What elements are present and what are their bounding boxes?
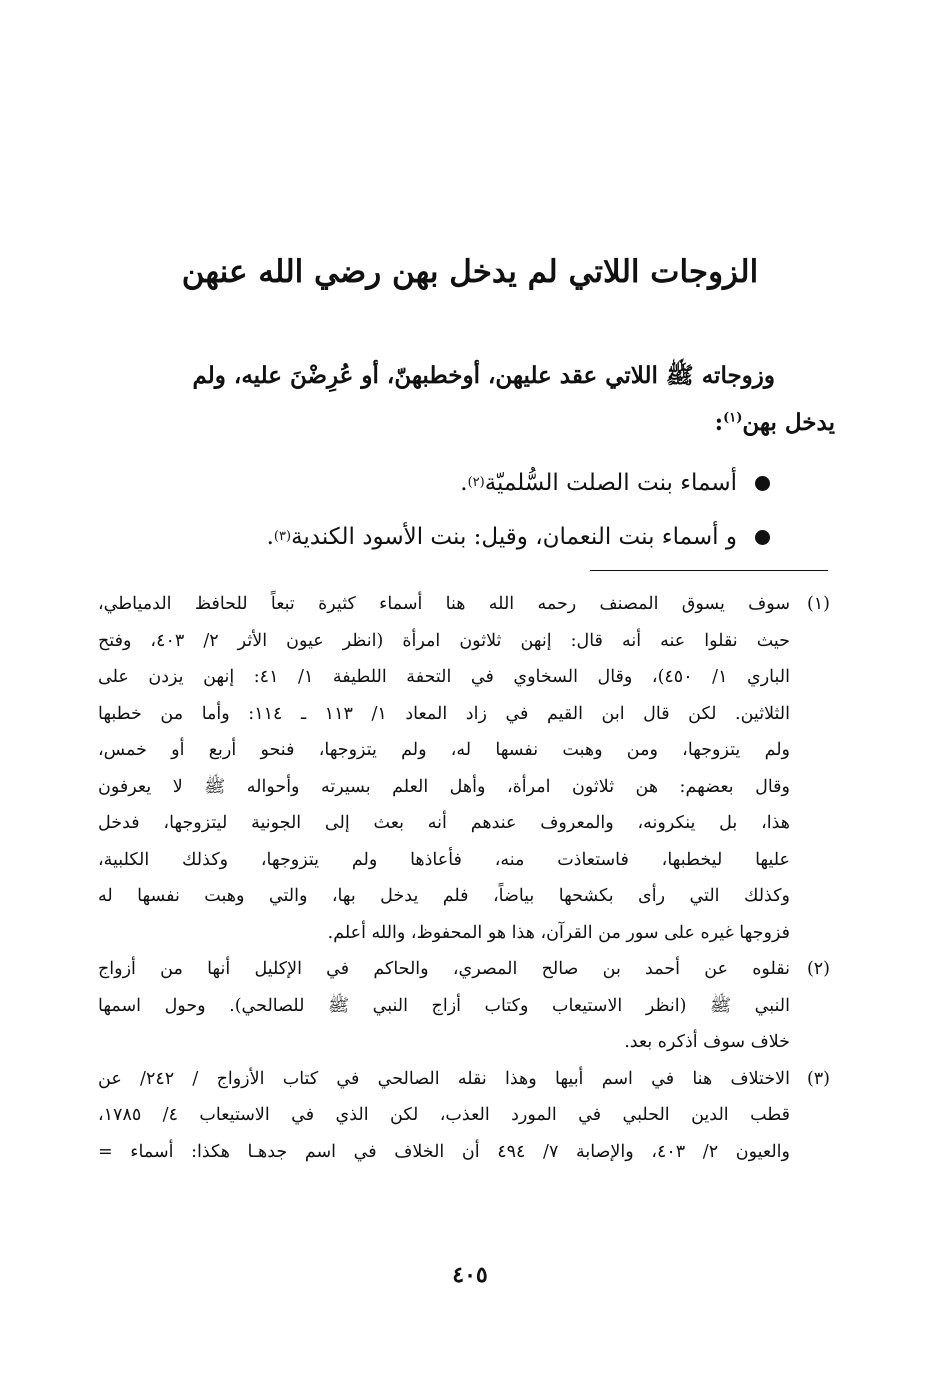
bullet-icon bbox=[755, 476, 770, 491]
list-item: أسماء بنت الصلت السُّلميّة (٢) . bbox=[160, 456, 770, 510]
footnote-ref-1: (١) bbox=[723, 410, 743, 426]
footnote-2 bbox=[98, 951, 830, 1061]
intro-line-1: وزوجاته ﷺ اللاتي عقد عليهن، أوخطبهنّ، أو عُرِضْنَ عليه، ولم bbox=[192, 362, 775, 389]
footnote-line: نقلوه عن أحمد بن صالح المصري، والحاكم في الإكليل أنها من أزواج bbox=[98, 959, 790, 979]
footnote-line: والعيون ٢/ ٤٠٣، والإصابة ٧/ ٤٩٤ أن الخلاف في اسم جدهـا هكذا: أسماء = bbox=[98, 1141, 790, 1162]
footnote-line: هذا، بل ينكرونه، والمعروف عندهم أنه بعث إلى الجونية ليتزوجها، فدخل bbox=[98, 813, 790, 833]
list-item-end: . bbox=[460, 470, 468, 496]
footnote-line: سوف يسوق المصنف رحمه الله هنا أسماء كثيرة تبعاً للحافظ الدمياطي، bbox=[98, 594, 790, 614]
footnotes bbox=[98, 586, 830, 1170]
footnote-line: قطب الدين الحلبي في المورد العذب، لكن الذي في الاستيعاب ٤/ ١٧٨٥، bbox=[98, 1105, 790, 1125]
footnote-1 bbox=[98, 586, 830, 951]
footnote-separator bbox=[590, 570, 828, 571]
page-number: ٤٠٥ bbox=[452, 1262, 488, 1288]
list-item-text: أسماء بنت الصلت السُّلميّة bbox=[484, 470, 737, 496]
intro-line-2 bbox=[100, 399, 835, 446]
footnote-number: (٢) bbox=[806, 959, 830, 979]
footnote-line: النبي ﷺ (انظر الاستيعاب وكتاب أزاج النبي ﷺ للصالحي). وحول اسمها bbox=[98, 995, 790, 1016]
chapter-title: الزوجات اللاتي لم يدخل بهن رضي الله عنهن bbox=[181, 254, 759, 290]
footnote-body bbox=[98, 586, 790, 951]
footnote-line: خلاف سوف أذكره بعد. bbox=[624, 1032, 790, 1052]
list-item-text: و أسماء بنت النعمان، وقيل: بنت الأسود الكندية bbox=[291, 524, 737, 550]
bullet-icon bbox=[755, 530, 770, 545]
list-item: و أسماء بنت النعمان، وقيل: بنت الأسود الكندية (٣) . bbox=[160, 510, 770, 564]
footnote-line: الثلاثين. لكن قال ابن القيم في زاد المعاد ١/ ١١٣ ـ ١١٤: وأما من خطبها bbox=[98, 703, 790, 724]
footnote-body bbox=[98, 1061, 790, 1171]
footnote-line: حيث نقلوا عنه أنه قال: إنهن ثلاثون امرأة (انظر عيون الأثر ٢/ ٤٠٣، وفتح bbox=[98, 630, 790, 651]
footnote-number: (١) bbox=[806, 594, 830, 614]
intro-line-2-end: : bbox=[714, 409, 724, 436]
footnote-line: الباري ١/ ٤٥٠)، وقال السخاوي في التحفة اللطيفة ١/ ٤١: إنهن يزدن على bbox=[98, 667, 790, 687]
intro-paragraph bbox=[100, 352, 835, 446]
wives-list bbox=[160, 456, 770, 564]
footnote-number: (٣) bbox=[806, 1068, 830, 1089]
footnote-body bbox=[98, 951, 790, 1061]
footnote-line: وقال بعضهم: هن ثلاثون امرأة، وأهل العلم بسيرته وأحواله ﷺ لا يعرفون bbox=[98, 776, 790, 797]
footnote-line: الاختلاف هنا في اسم أبيها وهذا نقله الصالحي في كتاب الأزواج / ٢٤٢/ عن bbox=[98, 1068, 790, 1089]
footnote-line: ولم يتزوجها، ومن وهبت نفسها له، ولم يتزوجها، فنحو أربع أو خمس، bbox=[98, 740, 790, 760]
footnote-line: عليها ليخطبها، فاستعاذت منه، فأعاذها ولم يتزوجها، وكذلك الكلبية، bbox=[98, 849, 790, 870]
footnote-line: وكذلك التي رأى بكشحها بياضاً، فلم يدخل بها، والتي وهبت نفسها له bbox=[98, 886, 790, 906]
list-item-end: . bbox=[266, 524, 274, 550]
intro-line-2-text: يدخل بهن bbox=[742, 409, 835, 436]
footnote-3 bbox=[98, 1061, 830, 1171]
footnote-line: فزوجها غيره على سور من القرآن، هذا هو المحفوظ، والله أعلم. bbox=[327, 922, 790, 943]
